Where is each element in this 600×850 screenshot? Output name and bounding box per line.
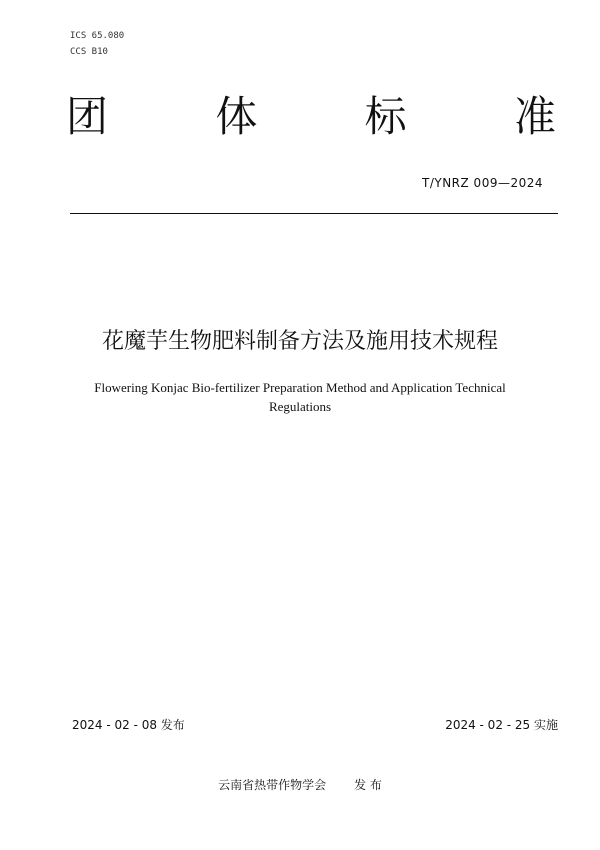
issuer-action: 发 布 <box>354 778 382 792</box>
standard-number: T/YNRZ 009—2024 <box>422 176 543 190</box>
ccs-code: CCS B10 <box>70 47 108 57</box>
standard-type-char-1: 团 <box>66 92 109 141</box>
header-divider <box>70 213 558 214</box>
classification-codes <box>70 28 124 60</box>
issuer-organization: 云南省热带作物学会 <box>218 778 327 792</box>
title-english <box>80 378 520 416</box>
standard-type-char-2: 体 <box>215 92 258 141</box>
implement-date: 2024 - 02 - 25 实施 <box>445 718 558 732</box>
standard-type-char-4: 准 <box>513 92 556 141</box>
title-english-line-2: Regulations <box>268 399 332 414</box>
publish-date: 2024 - 02 - 08 发布 <box>72 718 185 732</box>
issuer-line <box>0 776 600 793</box>
standard-type-char-3: 标 <box>364 92 407 141</box>
standard-type-heading <box>66 92 556 142</box>
title-chinese: 花魔芋生物肥料制备方法及施用技术规程 <box>101 329 498 354</box>
ics-code: ICS 65.080 <box>70 31 125 41</box>
title-english-line-1: Flowering Konjac Bio-fertilizer Preparation Method and Application Technical <box>94 380 506 395</box>
